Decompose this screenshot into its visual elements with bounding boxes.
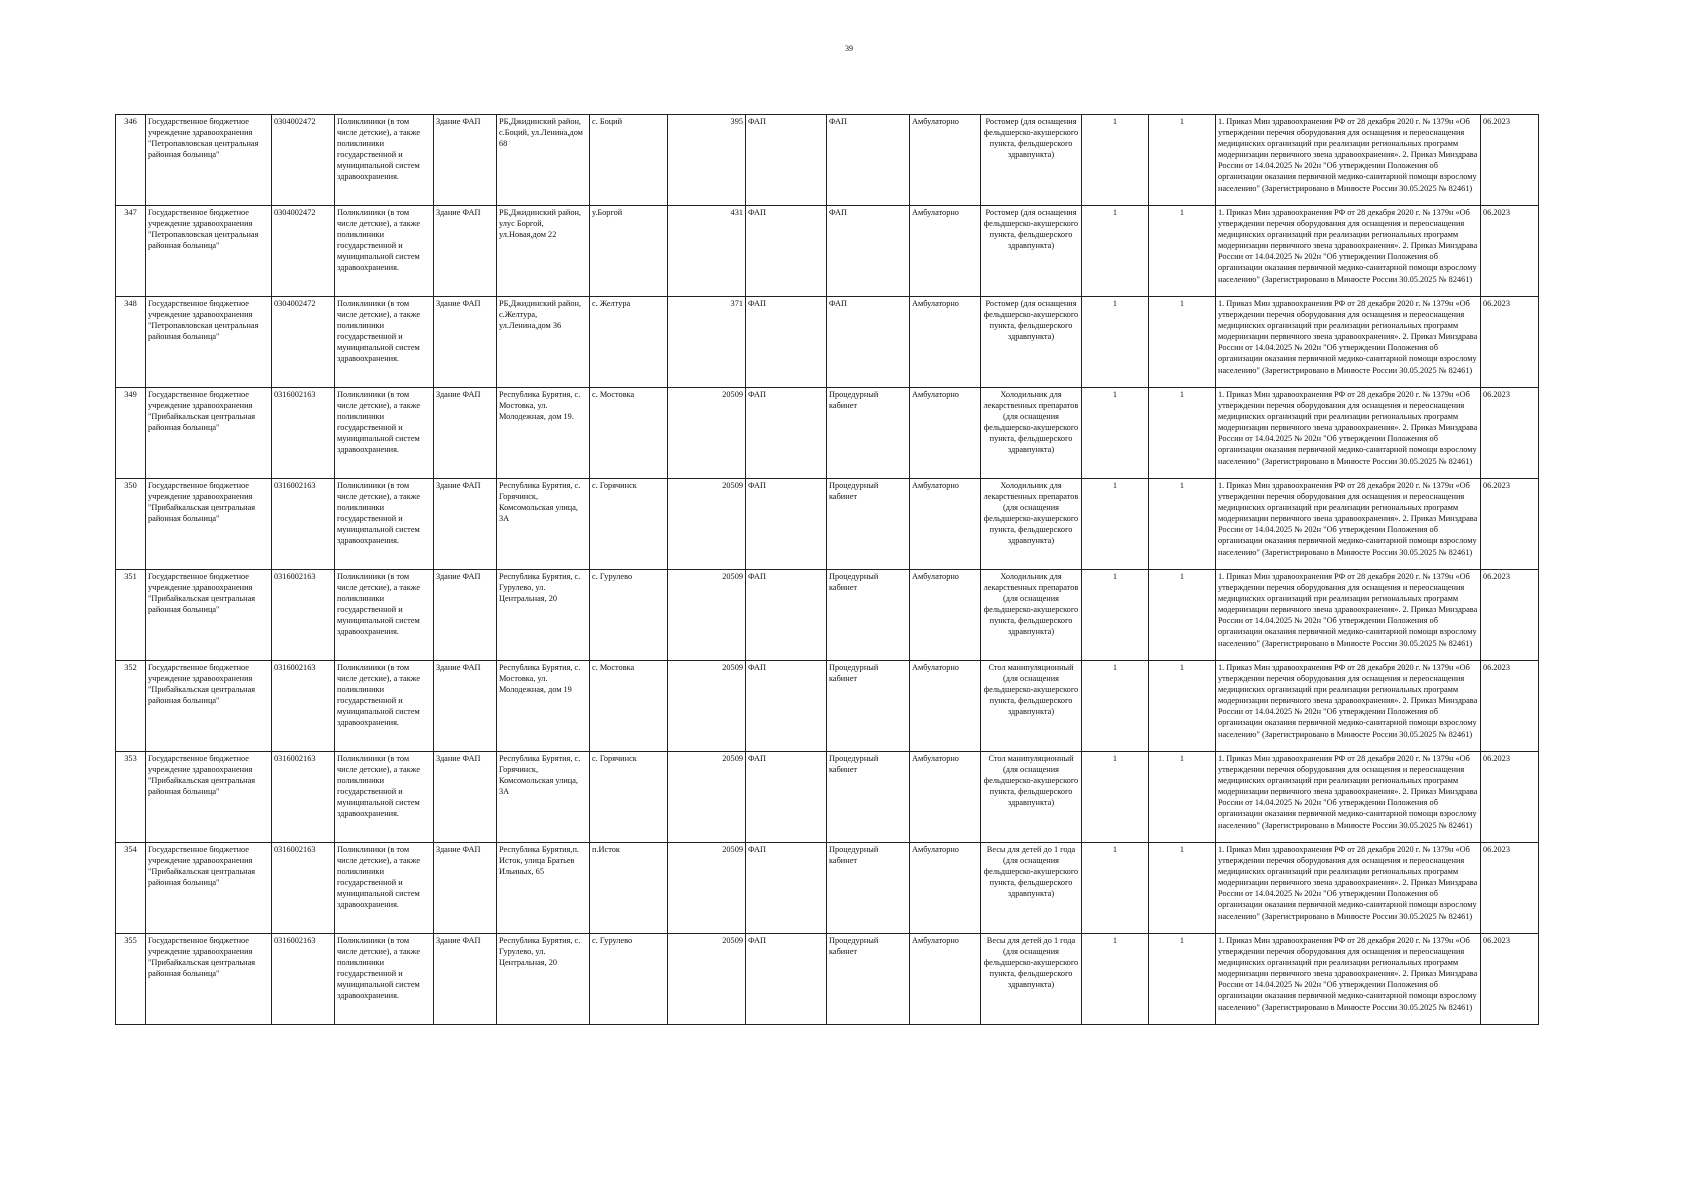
equipment-name-cell: Стол манипуляционный (для оснащения фельдшерско-акушерского пункта, фельдшерского здравпункта) xyxy=(981,661,1082,752)
building-type-cell: Здание ФАП xyxy=(434,206,497,297)
quantity-actual-cell: 1 xyxy=(1149,297,1216,388)
building-type-cell: Здание ФАП xyxy=(434,479,497,570)
quantity-actual-cell: 1 xyxy=(1149,843,1216,934)
settlement-cell: с. Боций xyxy=(590,115,668,206)
equipment-name-cell: Ростомер (для оснащения фельдшерско-акушерского пункта, фельдшерского здравпункта) xyxy=(981,297,1082,388)
settlement-cell: с. Мостовка xyxy=(590,661,668,752)
date-cell: 06.2023 xyxy=(1481,479,1539,570)
date-cell: 06.2023 xyxy=(1481,843,1539,934)
structural-unit-cell: ФАП xyxy=(746,206,827,297)
organization-inn-cell: 0316002163 xyxy=(272,479,335,570)
quantity-actual-cell: 1 xyxy=(1149,115,1216,206)
structural-unit-cell: ФАП xyxy=(746,843,827,934)
quantity-actual-cell: 1 xyxy=(1149,388,1216,479)
care-condition-cell: Амбулаторно xyxy=(910,570,981,661)
legal-basis-cell: 1. Приказ Мин здравоохранения РФ от 28 декабря 2020 г. № 1379н «Об утверждении перечня оборудования для оснащения и переоснащения медицинских организаций при реализации региональных программ модернизации первичного звена здравоохранения». 2. Приказ Минздрава России от 14.04.2025 № 202н "Об утверждении Положения об организации оказания первичной медико-санитарной помощи взрослому населению" (Зарегистрировано в Минюсте России 30.05.2025 № 82461) xyxy=(1216,661,1481,752)
page-number: 39 xyxy=(845,44,853,53)
quantity-actual-cell: 1 xyxy=(1149,661,1216,752)
settlement-cell: с. Горячинск xyxy=(590,479,668,570)
organization-inn-cell: 0316002163 xyxy=(272,934,335,1025)
organization-inn-cell: 0316002163 xyxy=(272,843,335,934)
organization-type-cell: Поликлиники (в том числе детские), а также поликлиники государственной и муниципальной систем здравоохранения. xyxy=(335,297,434,388)
care-condition-cell: Амбулаторно xyxy=(910,479,981,570)
organization-type-cell: Поликлиники (в том числе детские), а также поликлиники государственной и муниципальной систем здравоохранения. xyxy=(335,115,434,206)
building-type-cell: Здание ФАП xyxy=(434,752,497,843)
date-cell: 06.2023 xyxy=(1481,115,1539,206)
structural-unit-cell: ФАП xyxy=(746,479,827,570)
date-cell: 06.2023 xyxy=(1481,206,1539,297)
address-cell: Республика Бурятия, с. Мостовка, ул. Молодежная, дом 19 xyxy=(497,661,590,752)
care-condition-cell: Амбулаторно xyxy=(910,297,981,388)
organization-name-cell: Государственное бюджетное учреждение здравоохранения "Петропавловская центральная районная больница" xyxy=(146,206,272,297)
care-condition-cell: Амбулаторно xyxy=(910,843,981,934)
quantity-required-cell: 1 xyxy=(1082,934,1149,1025)
date-cell: 06.2023 xyxy=(1481,570,1539,661)
organization-type-cell: Поликлиники (в том числе детские), а также поликлиники государственной и муниципальной систем здравоохранения. xyxy=(335,570,434,661)
legal-basis-cell: 1. Приказ Мин здравоохранения РФ от 28 декабря 2020 г. № 1379н «Об утверждении перечня оборудования для оснащения и переоснащения медицинских организаций при реализации региональных программ модернизации первичного звена здравоохранения». 2. Приказ Минздрава России от 14.04.2025 № 202н "Об утверждении Положения об организации оказания первичной медико-санитарной помощи взрослому населению" (Зарегистрировано в Минюсте России 30.05.2025 № 82461) xyxy=(1216,388,1481,479)
population-cell: 20509 xyxy=(668,479,746,570)
population-cell: 20509 xyxy=(668,752,746,843)
table-row xyxy=(116,206,1539,297)
population-cell: 20509 xyxy=(668,934,746,1025)
structural-unit-cell: ФАП xyxy=(746,934,827,1025)
structural-unit-cell: ФАП xyxy=(746,570,827,661)
building-type-cell: Здание ФАП xyxy=(434,115,497,206)
settlement-cell: п.Исток xyxy=(590,843,668,934)
organization-type-cell: Поликлиники (в том числе детские), а также поликлиники государственной и муниципальной систем здравоохранения. xyxy=(335,843,434,934)
table-row xyxy=(116,843,1539,934)
population-cell: 371 xyxy=(668,297,746,388)
equipment-name-cell: Весы для детей до 1 года (для оснащения фельдшерско-акушерского пункта, фельдшерского здравпункта) xyxy=(981,843,1082,934)
structural-unit-cell: ФАП xyxy=(746,752,827,843)
structural-unit-cell: ФАП xyxy=(746,388,827,479)
quantity-required-cell: 1 xyxy=(1082,206,1149,297)
row-number-cell: 350 xyxy=(116,479,146,570)
legal-basis-cell: 1. Приказ Мин здравоохранения РФ от 28 декабря 2020 г. № 1379н «Об утверждении перечня оборудования для оснащения и переоснащения медицинских организаций при реализации региональных программ модернизации первичного звена здравоохранения». 2. Приказ Минздрава России от 14.04.2025 № 202н "Об утверждении Положения об организации оказания первичной медико-санитарной помощи взрослому населению" (Зарегистрировано в Минюсте России 30.05.2025 № 82461) xyxy=(1216,843,1481,934)
care-condition-cell: Амбулаторно xyxy=(910,115,981,206)
building-type-cell: Здание ФАП xyxy=(434,661,497,752)
quantity-required-cell: 1 xyxy=(1082,570,1149,661)
building-type-cell: Здание ФАП xyxy=(434,297,497,388)
care-condition-cell: Амбулаторно xyxy=(910,206,981,297)
room-cell: Процедурный кабинет xyxy=(827,934,910,1025)
organization-type-cell: Поликлиники (в том числе детские), а также поликлиники государственной и муниципальной систем здравоохранения. xyxy=(335,479,434,570)
legal-basis-cell: 1. Приказ Мин здравоохранения РФ от 28 декабря 2020 г. № 1379н «Об утверждении перечня оборудования для оснащения и переоснащения медицинских организаций при реализации региональных программ модернизации первичного звена здравоохранения». 2. Приказ Минздрава России от 14.04.2025 № 202н "Об утверждении Положения об организации оказания первичной медико-санитарной помощи взрослому населению" (Зарегистрировано в Минюсте России 30.05.2025 № 82461) xyxy=(1216,206,1481,297)
organization-name-cell: Государственное бюджетное учреждение здравоохранения "Прибайкальская центральная районная больница" xyxy=(146,479,272,570)
legal-basis-cell: 1. Приказ Мин здравоохранения РФ от 28 декабря 2020 г. № 1379н «Об утверждении перечня оборудования для оснащения и переоснащения медицинских организаций при реализации региональных программ модернизации первичного звена здравоохранения». 2. Приказ Минздрава России от 14.04.2025 № 202н "Об утверждении Положения об организации оказания первичной медико-санитарной помощи взрослому населению" (Зарегистрировано в Минюсте России 30.05.2025 № 82461) xyxy=(1216,297,1481,388)
organization-type-cell: Поликлиники (в том числе детские), а также поликлиники государственной и муниципальной систем здравоохранения. xyxy=(335,388,434,479)
organization-type-cell: Поликлиники (в том числе детские), а также поликлиники государственной и муниципальной систем здравоохранения. xyxy=(335,661,434,752)
quantity-required-cell: 1 xyxy=(1082,297,1149,388)
population-cell: 431 xyxy=(668,206,746,297)
equipment-registry-table xyxy=(115,114,1539,1025)
room-cell: Процедурный кабинет xyxy=(827,752,910,843)
settlement-cell: с. Горячинск xyxy=(590,752,668,843)
date-cell: 06.2023 xyxy=(1481,388,1539,479)
table-row xyxy=(116,388,1539,479)
legal-basis-cell: 1. Приказ Мин здравоохранения РФ от 28 декабря 2020 г. № 1379н «Об утверждении перечня оборудования для оснащения и переоснащения медицинских организаций при реализации региональных программ модернизации первичного звена здравоохранения». 2. Приказ Минздрава России от 14.04.2025 № 202н "Об утверждении Положения об организации оказания первичной медико-санитарной помощи взрослому населению" (Зарегистрировано в Минюсте России 30.05.2025 № 82461) xyxy=(1216,479,1481,570)
settlement-cell: с. Мостовка xyxy=(590,388,668,479)
organization-inn-cell: 0304002472 xyxy=(272,297,335,388)
building-type-cell: Здание ФАП xyxy=(434,843,497,934)
table-row xyxy=(116,934,1539,1025)
organization-name-cell: Государственное бюджетное учреждение здравоохранения "Прибайкальская центральная районная больница" xyxy=(146,934,272,1025)
population-cell: 20509 xyxy=(668,661,746,752)
population-cell: 20509 xyxy=(668,570,746,661)
room-cell: Процедурный кабинет xyxy=(827,843,910,934)
organization-name-cell: Государственное бюджетное учреждение здравоохранения "Петропавловская центральная районная больница" xyxy=(146,297,272,388)
organization-name-cell: Государственное бюджетное учреждение здравоохранения "Прибайкальская центральная районная больница" xyxy=(146,843,272,934)
equipment-name-cell: Холодильник для лекарственных препаратов (для оснащения фельдшерско-акушерского пункта, фельдшерского здравпункта) xyxy=(981,570,1082,661)
organization-inn-cell: 0316002163 xyxy=(272,570,335,661)
table-body xyxy=(116,115,1539,1025)
room-cell: ФАП xyxy=(827,297,910,388)
quantity-required-cell: 1 xyxy=(1082,479,1149,570)
quantity-actual-cell: 1 xyxy=(1149,479,1216,570)
care-condition-cell: Амбулаторно xyxy=(910,752,981,843)
settlement-cell: у.Боргой xyxy=(590,206,668,297)
quantity-actual-cell: 1 xyxy=(1149,206,1216,297)
legal-basis-cell: 1. Приказ Мин здравоохранения РФ от 28 декабря 2020 г. № 1379н «Об утверждении перечня оборудования для оснащения и переоснащения медицинских организаций при реализации региональных программ модернизации первичного звена здравоохранения». 2. Приказ Минздрава России от 14.04.2025 № 202н "Об утверждении Положения об организации оказания первичной медико-санитарной помощи взрослому населению" (Зарегистрировано в Минюсте России 30.05.2025 № 82461) xyxy=(1216,934,1481,1025)
address-cell: Республика Бурятия, с. Гурулево, ул. Центральная, 20 xyxy=(497,934,590,1025)
address-cell: РБ,Джидинский район, с.Боций, ул.Ленина,дом 68 xyxy=(497,115,590,206)
structural-unit-cell: ФАП xyxy=(746,297,827,388)
organization-name-cell: Государственное бюджетное учреждение здравоохранения "Прибайкальская центральная районная больница" xyxy=(146,570,272,661)
legal-basis-cell: 1. Приказ Мин здравоохранения РФ от 28 декабря 2020 г. № 1379н «Об утверждении перечня оборудования для оснащения и переоснащения медицинских организаций при реализации региональных программ модернизации первичного звена здравоохранения». 2. Приказ Минздрава России от 14.04.2025 № 202н "Об утверждении Положения об организации оказания первичной медико-санитарной помощи взрослому населению" (Зарегистрировано в Минюсте России 30.05.2025 № 82461) xyxy=(1216,570,1481,661)
organization-name-cell: Государственное бюджетное учреждение здравоохранения "Прибайкальская центральная районная больница" xyxy=(146,661,272,752)
equipment-name-cell: Ростомер (для оснащения фельдшерско-акушерского пункта, фельдшерского здравпункта) xyxy=(981,115,1082,206)
row-number-cell: 347 xyxy=(116,206,146,297)
organization-name-cell: Государственное бюджетное учреждение здравоохранения "Прибайкальская центральная районная больница" xyxy=(146,752,272,843)
row-number-cell: 354 xyxy=(116,843,146,934)
settlement-cell: с. Желтура xyxy=(590,297,668,388)
care-condition-cell: Амбулаторно xyxy=(910,934,981,1025)
quantity-required-cell: 1 xyxy=(1082,115,1149,206)
row-number-cell: 348 xyxy=(116,297,146,388)
quantity-required-cell: 1 xyxy=(1082,752,1149,843)
row-number-cell: 353 xyxy=(116,752,146,843)
organization-inn-cell: 0316002163 xyxy=(272,388,335,479)
quantity-actual-cell: 1 xyxy=(1149,752,1216,843)
organization-inn-cell: 0304002472 xyxy=(272,206,335,297)
table-row xyxy=(116,115,1539,206)
organization-name-cell: Государственное бюджетное учреждение здравоохранения "Петропавловская центральная районная больница" xyxy=(146,115,272,206)
organization-inn-cell: 0316002163 xyxy=(272,661,335,752)
table-row xyxy=(116,570,1539,661)
address-cell: Республика Бурятия, с. Гурулево, ул. Центральная, 20 xyxy=(497,570,590,661)
address-cell: Республика Бурятия, с. Горячинск, Комсомольская улица, 3А xyxy=(497,479,590,570)
care-condition-cell: Амбулаторно xyxy=(910,388,981,479)
table-row xyxy=(116,752,1539,843)
legal-basis-cell: 1. Приказ Мин здравоохранения РФ от 28 декабря 2020 г. № 1379н «Об утверждении перечня оборудования для оснащения и переоснащения медицинских организаций при реализации региональных программ модернизации первичного звена здравоохранения». 2. Приказ Минздрава России от 14.04.2025 № 202н "Об утверждении Положения об организации оказания первичной медико-санитарной помощи взрослому населению" (Зарегистрировано в Минюсте России 30.05.2025 № 82461) xyxy=(1216,115,1481,206)
row-number-cell: 346 xyxy=(116,115,146,206)
quantity-required-cell: 1 xyxy=(1082,388,1149,479)
row-number-cell: 352 xyxy=(116,661,146,752)
date-cell: 06.2023 xyxy=(1481,934,1539,1025)
table-row xyxy=(116,297,1539,388)
population-cell: 395 xyxy=(668,115,746,206)
equipment-name-cell: Ростомер (для оснащения фельдшерско-акушерского пункта, фельдшерского здравпункта) xyxy=(981,206,1082,297)
date-cell: 06.2023 xyxy=(1481,752,1539,843)
settlement-cell: с. Гурулево xyxy=(590,570,668,661)
organization-type-cell: Поликлиники (в том числе детские), а также поликлиники государственной и муниципальной систем здравоохранения. xyxy=(335,934,434,1025)
legal-basis-cell: 1. Приказ Мин здравоохранения РФ от 28 декабря 2020 г. № 1379н «Об утверждении перечня оборудования для оснащения и переоснащения медицинских организаций при реализации региональных программ модернизации первичного звена здравоохранения». 2. Приказ Минздрава России от 14.04.2025 № 202н "Об утверждении Положения об организации оказания первичной медико-санитарной помощи взрослому населению" (Зарегистрировано в Минюсте России 30.05.2025 № 82461) xyxy=(1216,752,1481,843)
address-cell: Республика Бурятия, с. Мостовка, ул. Молодежная, дом 19. xyxy=(497,388,590,479)
organization-type-cell: Поликлиники (в том числе детские), а также поликлиники государственной и муниципальной систем здравоохранения. xyxy=(335,752,434,843)
room-cell: Процедурный кабинет xyxy=(827,661,910,752)
room-cell: Процедурный кабинет xyxy=(827,570,910,661)
quantity-required-cell: 1 xyxy=(1082,661,1149,752)
equipment-name-cell: Стол манипуляционный (для оснащения фельдшерско-акушерского пункта, фельдшерского здравпункта) xyxy=(981,752,1082,843)
organization-name-cell: Государственное бюджетное учреждение здравоохранения "Прибайкальская центральная районная больница" xyxy=(146,388,272,479)
care-condition-cell: Амбулаторно xyxy=(910,661,981,752)
building-type-cell: Здание ФАП xyxy=(434,934,497,1025)
quantity-actual-cell: 1 xyxy=(1149,934,1216,1025)
row-number-cell: 349 xyxy=(116,388,146,479)
organization-inn-cell: 0304002472 xyxy=(272,115,335,206)
address-cell: Республика Бурятия, с. Горячинск, Комсомольская улица, 3А xyxy=(497,752,590,843)
room-cell: Процедурный кабинет xyxy=(827,479,910,570)
address-cell: РБ,Джидинский район, с.Желтура, ул.Ленина,дом 36 xyxy=(497,297,590,388)
population-cell: 20509 xyxy=(668,388,746,479)
table-row xyxy=(116,661,1539,752)
address-cell: РБ,Джидинский район, улус Боргой, ул.Новая,дом 22 xyxy=(497,206,590,297)
building-type-cell: Здание ФАП xyxy=(434,388,497,479)
table-row xyxy=(116,479,1539,570)
structural-unit-cell: ФАП xyxy=(746,661,827,752)
equipment-name-cell: Холодильник для лекарственных препаратов (для оснащения фельдшерско-акушерского пункта, фельдшерского здравпункта) xyxy=(981,479,1082,570)
building-type-cell: Здание ФАП xyxy=(434,570,497,661)
equipment-name-cell: Весы для детей до 1 года (для оснащения фельдшерско-акушерского пункта, фельдшерского здравпункта) xyxy=(981,934,1082,1025)
quantity-actual-cell: 1 xyxy=(1149,570,1216,661)
settlement-cell: с. Гурулево xyxy=(590,934,668,1025)
organization-inn-cell: 0316002163 xyxy=(272,752,335,843)
organization-type-cell: Поликлиники (в том числе детские), а также поликлиники государственной и муниципальной систем здравоохранения. xyxy=(335,206,434,297)
room-cell: ФАП xyxy=(827,206,910,297)
population-cell: 20509 xyxy=(668,843,746,934)
date-cell: 06.2023 xyxy=(1481,297,1539,388)
row-number-cell: 355 xyxy=(116,934,146,1025)
equipment-name-cell: Холодильник для лекарственных препаратов (для оснащения фельдшерско-акушерского пункта, фельдшерского здравпункта) xyxy=(981,388,1082,479)
address-cell: Республика Бурятия,п. Исток, улица Братьев Ильиных, 65 xyxy=(497,843,590,934)
quantity-required-cell: 1 xyxy=(1082,843,1149,934)
row-number-cell: 351 xyxy=(116,570,146,661)
room-cell: Процедурный кабинет xyxy=(827,388,910,479)
date-cell: 06.2023 xyxy=(1481,661,1539,752)
structural-unit-cell: ФАП xyxy=(746,115,827,206)
room-cell: ФАП xyxy=(827,115,910,206)
